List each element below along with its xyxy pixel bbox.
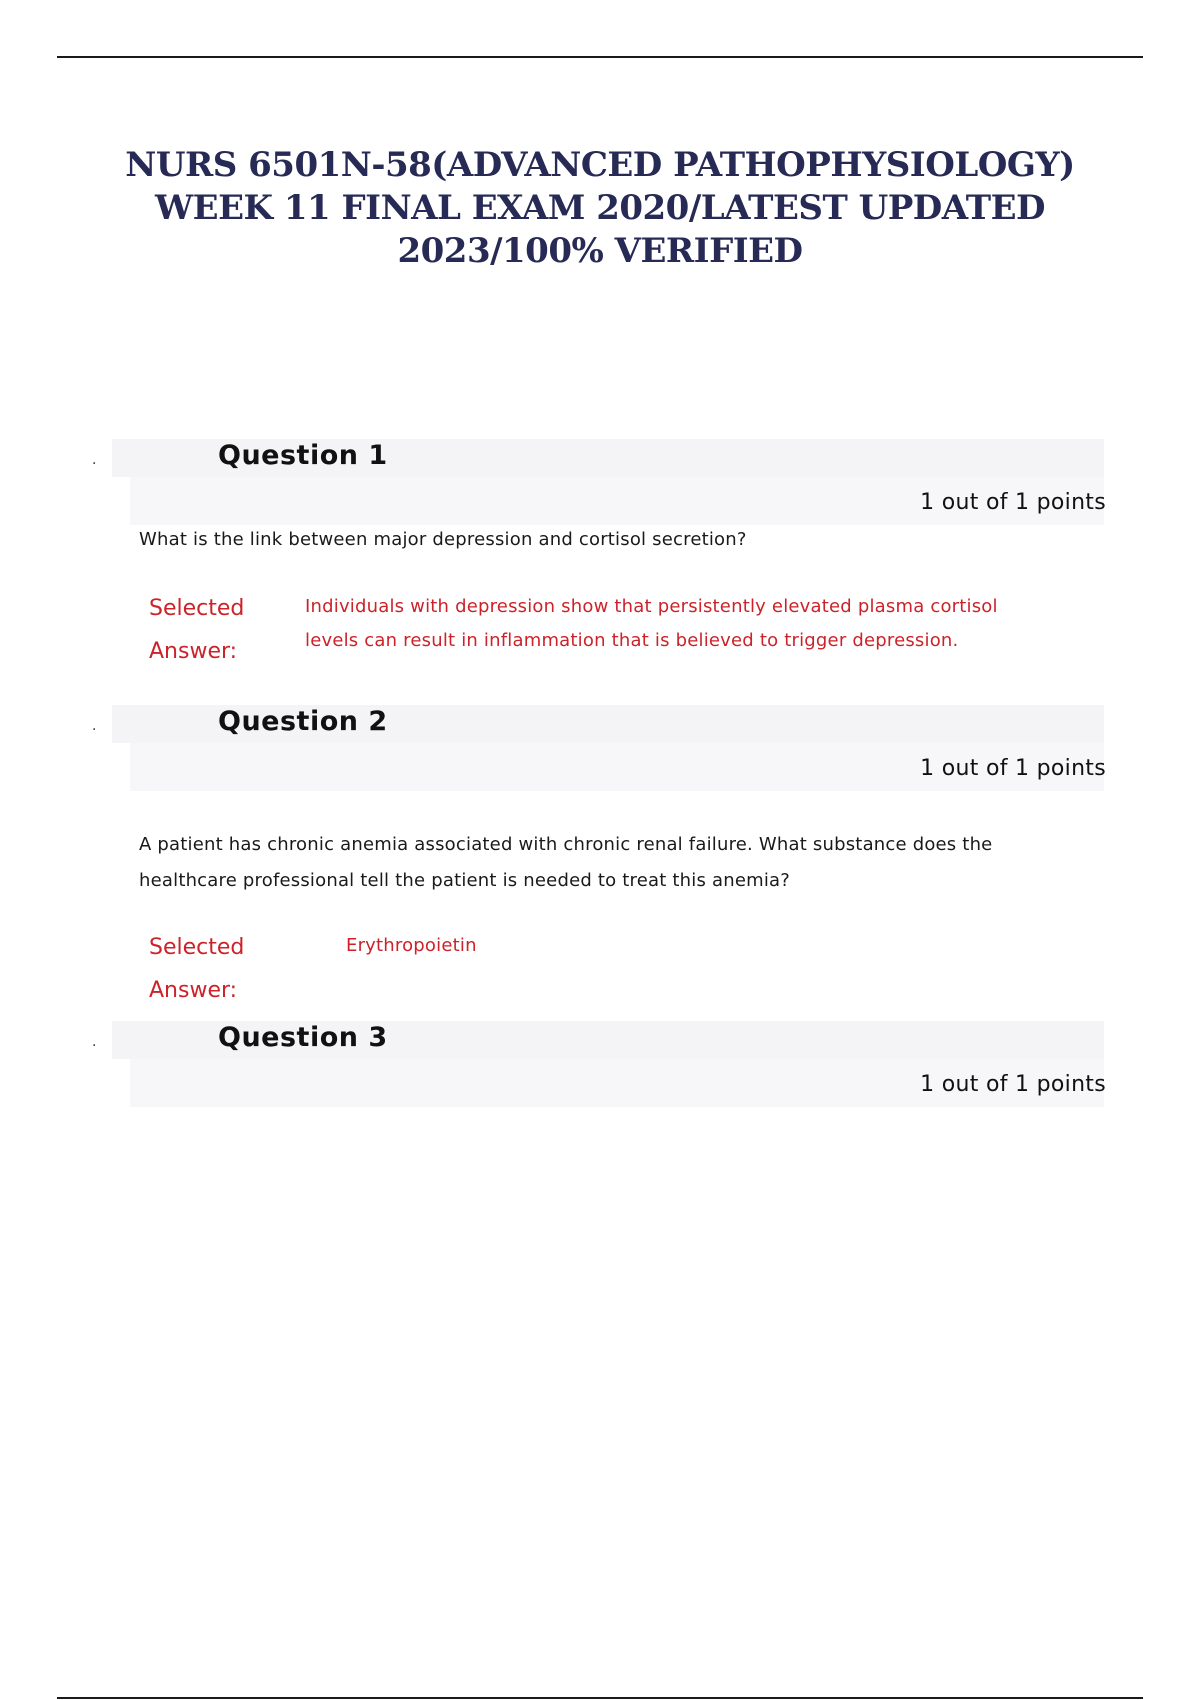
question-header [92,705,1104,791]
question-title: Question 1 [218,440,388,471]
question-header [92,1021,1104,1107]
question-points: 1 out of 1 points [920,490,1106,515]
selected-answer: Erythropoietin [346,935,477,956]
top-rule [57,56,1143,58]
question-title: Question 2 [218,706,388,737]
question-text: What is the link between major depression and cortisol secretion? [139,529,747,550]
question-bullet: . [92,718,97,734]
question-header [92,439,1104,525]
document-title: NURS 6501N-58(ADVANCED PATHOPHYSIOLOGY) WEEK 11 FINAL EXAM 2020/LATEST UPDATED 2023/100% VERIFIED [125,145,1075,271]
question-text: A patient has chronic anemia associated with chronic renal failure. What substance does the healthcare professional tell the patient is needed to treat this anemia? [139,834,993,891]
question-points: 1 out of 1 points [920,1072,1106,1097]
question-points: 1 out of 1 points [920,756,1106,781]
selected-answer: Individuals with depression show that persistently elevated plasma cortisol levels can result in inflammation that is believed to trigger depression. [305,596,998,651]
bottom-rule [57,1697,1143,1699]
question-bullet: . [92,1034,97,1050]
selected-answer-label: Selected Answer: [149,935,245,1003]
question-bullet: . [92,452,97,468]
selected-answer-label: Selected Answer: [149,596,245,664]
question-title: Question 3 [218,1022,388,1053]
